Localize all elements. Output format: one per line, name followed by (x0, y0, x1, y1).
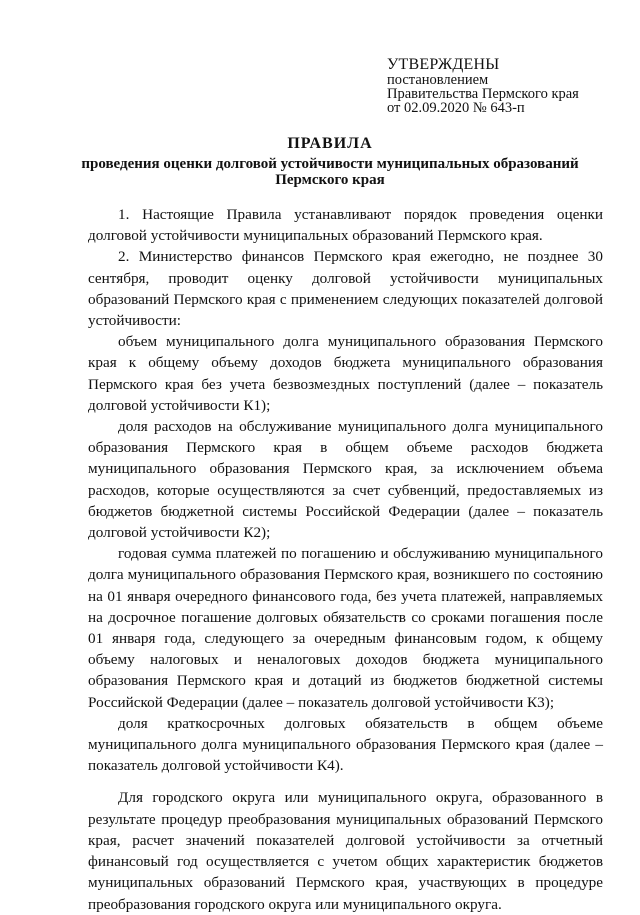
approval-line-government: Правительства Пермского края (387, 86, 579, 102)
document-body (88, 204, 603, 915)
document-title: ПРАВИЛА (287, 135, 373, 152)
paragraph-1: 1. Настоящие Правила устанавливают порядок проведения оценки долговой устойчивости муниципальных образований Пермского края. (88, 206, 603, 245)
paragraph-indicator-k2: доля расходов на обслуживание муниципального долга муниципального образования Пермского края в общем объеме расходов бюджета муниципального образования Пермского края, за исключением объема расходов, которые осуществляются за счет субвенций, предоставляемых из бюджетов бюджетной системы Российской Федерации (далее – показатель долговой устойчивости К2); (88, 418, 603, 542)
document-title-block (60, 134, 600, 188)
paragraph-indicator-k1: объем муниципального долга муниципального образования Пермского края к общему объему доходов бюджета муниципального образования Пермского края без учета безвозмездных поступлений (далее – показатель долговой устойчивости К1); (88, 333, 603, 414)
approval-line-date-number: от 02.09.2020 № 643-п (387, 100, 525, 116)
paragraph-merged-districts: Для городского округа или муниципального округа, образованного в результате процедур преобразования муниципальных образований Пермского края, расчет значений показателей долговой устойчивости за отчетный финансовый год осуществляется с учетом общих характеристик бюджетов муниципальных образований Пермского края, участвующих в процедуре преобразования городского округа или муниципального округа. (88, 789, 603, 913)
approval-stamp-block (387, 57, 627, 115)
paragraph-indicator-k4: доля краткосрочных долговых обязательств в общем объеме муниципального долга муниципального образования Пермского края (далее – показатель долговой устойчивости К4). (88, 714, 603, 775)
paragraph-indicator-k3: годовая сумма платежей по погашению и обслуживанию муниципального долга муниципального образования Пермского края, возникшего по состоянию на 01 января очередного финансового года, без учета платежей, направляемых на досрочное погашение долговых обязательств со сроками погашения после 01 января года, следующего за очередным финансовым годом, к общему объему налоговых и неналоговых доходов бюджета муниципального образования Пермского края и дотаций из бюджетов бюджетной системы Российской Федерации (далее – показатель долговой устойчивости К3); (88, 545, 603, 711)
approval-heading: УТВЕРЖДЕНЫ (387, 56, 500, 73)
paragraph-2: 2. Министерство финансов Пермского края ежегодно, не позднее 30 сентября, проводит оценку долговой устойчивости муниципальных образований Пермского края с применением следующих показателей долговой устойчивости: (88, 248, 603, 330)
document-subtitle-line2: Пермского края (275, 172, 385, 188)
approval-line-decree: постановлением (387, 72, 489, 88)
document-subtitle-line1: проведения оценки долговой устойчивости муниципальных образований (81, 156, 579, 172)
